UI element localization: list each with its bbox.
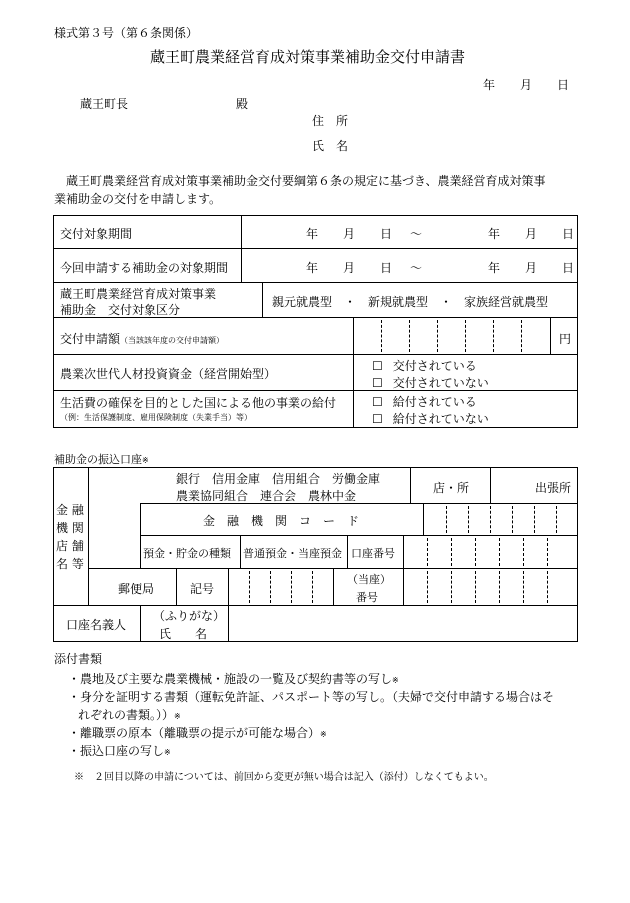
not-paid-option[interactable]: ☐ 給付されていない [372, 412, 489, 426]
post-office-label: 郵便局 [118, 582, 155, 596]
not-received-option[interactable]: ☐ 交付されていない [372, 376, 489, 390]
period-to-month: 月 [525, 227, 538, 241]
account-number-label: 口座番号 [351, 547, 395, 560]
form-number: 様式第３号（第６条関係） [54, 26, 199, 40]
received-option[interactable]: ☐ 交付されている [372, 359, 477, 373]
current-period-label: 今回申請する補助金の対象期間 [60, 261, 229, 275]
period-to-day: 日 [562, 227, 575, 241]
current-account-label: （当座） [347, 573, 391, 586]
period-to-year: 年 [488, 227, 501, 241]
current-number-label: 番号 [356, 591, 378, 604]
page-title: 蔵王町農業経営育成対策事業補助金交付申請書 [150, 48, 466, 66]
account-holder-label: 口座名義人 [66, 618, 127, 632]
current-to-year: 年 [488, 261, 501, 275]
bank-types-2: 農業協同組合 連合会 農林中金 [176, 489, 357, 503]
bank-section-title: 補助金の振込口座※ [54, 453, 149, 466]
addressee: 蔵王町長 [80, 97, 129, 111]
checkbox-icon[interactable]: ☐ [372, 376, 383, 390]
deposit-kinds: 普通預金・当座預金 [243, 547, 342, 560]
intro-line-1: 蔵王町農業経営育成対策事業補助金交付要綱第６条の規定に基づき、農業経営育成対策事 [66, 174, 546, 188]
intro-line-2: 業補助金の交付を申請します。 [54, 192, 222, 206]
attachment-item-2-cont: れぞれの書類。））※ [78, 708, 181, 722]
amount-note: （当該該年度の交付申請額） [120, 336, 225, 345]
period-from-month: 月 [343, 227, 356, 241]
honorific: 殿 [236, 97, 249, 111]
bank-code-label: 金 融 機 関 コ ー ド [203, 514, 360, 528]
period-label: 交付対象期間 [60, 227, 133, 241]
branch-label: 店・所 [433, 481, 470, 495]
attachment-item-1: ・農地及び主要な農業機械・施設の一覧及び契約書等の写し※ [68, 672, 399, 686]
symbol-label: 記号 [190, 582, 215, 596]
name-label: 氏 名 [312, 139, 349, 153]
checkbox-icon[interactable]: ☐ [372, 395, 383, 409]
bank-types-1: 銀行 信用金庫 信用組合 労働金庫 [176, 472, 381, 486]
current-to-day: 日 [562, 261, 575, 275]
institution-label-2: 機 関 [56, 521, 84, 535]
institution-label-1: 金 融 [56, 503, 84, 517]
other-benefit-label: 生活費の確保を目的とした国による他の事業の給付 [60, 396, 337, 410]
current-from-year: 年 [306, 261, 319, 275]
attachment-item-4: ・振込口座の写し※ [68, 744, 171, 758]
checkbox-icon[interactable]: ☐ [372, 359, 383, 373]
holder-name-label: 氏 名 [159, 627, 208, 641]
period-from-year: 年 [306, 227, 319, 241]
office-label: 出張所 [535, 481, 572, 495]
period-tilde: 〜 [410, 227, 423, 241]
footnote: ※ ２回目以降の申請については、前回から変更が無い場合は記入（添付）しなくてもよい。 [74, 772, 494, 783]
next-gen-label: 農業次世代人材投資資金（経営開始型） [60, 367, 277, 381]
current-tilde: 〜 [410, 261, 423, 275]
category-label-1: 蔵王町農業経営育成対策事業 [60, 287, 217, 301]
date-year: 年 [483, 78, 496, 92]
attachments-title: 添付書類 [54, 652, 103, 666]
current-from-month: 月 [343, 261, 356, 275]
category-label-2: 補助金 交付対象区分 [60, 303, 181, 317]
address-label: 住 所 [312, 114, 349, 128]
category-options: 親元就農型 ・ 新規就農型 ・ 家族経営就農型 [272, 295, 549, 309]
other-benefit-example: （例：生活保護制度、雇用保険制度（失業手当）等） [60, 413, 252, 422]
date-month: 月 [520, 78, 533, 92]
date-day: 日 [557, 78, 570, 92]
current-to-month: 月 [525, 261, 538, 275]
current-from-day: 日 [380, 261, 393, 275]
paid-option[interactable]: ☐ 給付されている [372, 395, 477, 409]
institution-label-3: 店 舗 [56, 539, 84, 553]
attachment-item-3: ・離職票の原本（離職票の提示が可能な場合）※ [68, 726, 327, 740]
furigana-label: （ふりがな） [153, 609, 226, 623]
institution-label-4: 名 等 [56, 557, 84, 571]
yen-unit: 円 [559, 332, 572, 346]
attachment-item-2: ・身分を証明する書類（運転免許証、パスポート等の写し。（夫婦で交付申請する場合はそ [68, 690, 555, 704]
period-from-day: 日 [380, 227, 393, 241]
amount-label: 交付申請額（当該該年度の交付申請額） [60, 332, 225, 346]
checkbox-icon[interactable]: ☐ [372, 412, 383, 426]
deposit-type-label: 預金・貯金の種類 [143, 547, 231, 560]
